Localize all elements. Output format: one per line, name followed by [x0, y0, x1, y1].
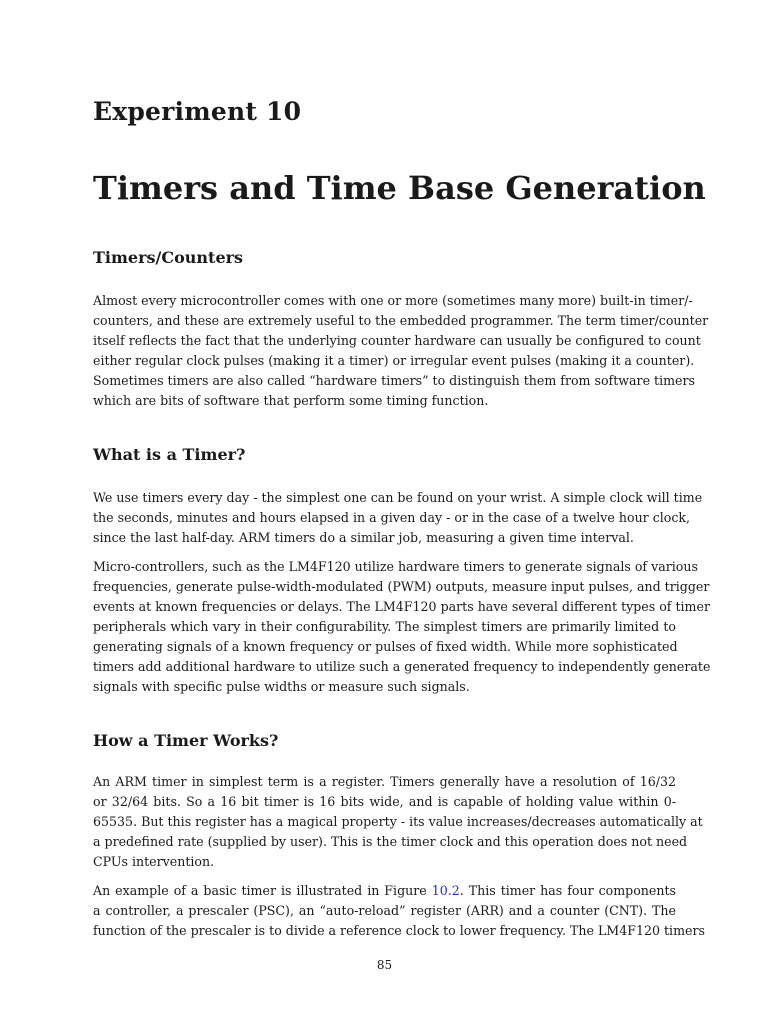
document-page	[93, 0, 711, 1024]
page-number: 85	[376, 958, 393, 972]
paragraph-what-is-a-timer-1	[93, 488, 703, 548]
section-heading-timers-counters: Timers/Counters	[93, 248, 244, 267]
text-line: CPUs intervention.	[93, 854, 215, 869]
text-line: Sometimes timers are also called “hardware timers” to distinguish them from software timers	[93, 373, 695, 388]
text-line: or 32/64 bits. So a 16 bit timer is 16 bits wide, and is capable of holding value within 0-	[93, 794, 676, 809]
text-line: which are bits of software that perform some timing function.	[93, 393, 489, 408]
text-line: signals with specific pulse widths or measure such signals.	[93, 679, 470, 694]
text-line: An ARM timer in simplest term is a register. Timers generally have a resolution of 16/32	[93, 774, 676, 789]
section-heading-what-is-a-timer: What is a Timer?	[93, 445, 246, 464]
chapter-label: Experiment 10	[93, 97, 302, 126]
text-fragment: . This timer has four components	[459, 883, 676, 898]
chapter-title: Timers and Time Base Generation	[93, 169, 706, 207]
section-heading-how-a-timer-works: How a Timer Works?	[93, 731, 279, 750]
text-line: timers add additional hardware to utilize such a generated frequency to independently generate	[93, 659, 711, 674]
text-line: We use timers every day - the simplest one can be found on your wrist. A simple clock will time	[93, 490, 703, 505]
paragraph-timers-counters	[93, 291, 709, 411]
text-line: peripherals which vary in their configurability. The simplest timers are primarily limited to	[93, 619, 676, 634]
text-line: frequencies, generate pulse-width-modulated (PWM) outputs, measure input pulses, and trigger	[93, 579, 710, 594]
text-line: function of the prescaler is to divide a reference clock to lower frequency. The LM4F120 timers	[93, 923, 705, 938]
text-line: itself reflects the fact that the underlying counter hardware can usually be configured to count	[93, 333, 701, 348]
text-line: the seconds, minutes and hours elapsed in a given day - or in the case of a twelve hour clock,	[93, 510, 691, 525]
text-line: 65535. But this register has a magical property - its value increases/decreases automatically at	[93, 814, 703, 829]
figure-reference-link[interactable]: 10.2	[431, 883, 460, 898]
text-line: generating signals of a known frequency or pulses of fixed width. While more sophisticated	[93, 639, 678, 654]
text-fragment: An example of a basic timer is illustrated in Figure	[93, 883, 432, 898]
text-line: events at known frequencies or delays. The LM4F120 parts have several different types of timer	[93, 599, 710, 614]
paragraph-how-a-timer-works-1	[93, 772, 703, 872]
text-line: Almost every microcontroller comes with one or more (sometimes many more) built-in timer/-	[93, 293, 693, 308]
paragraph-how-a-timer-works-2	[93, 881, 705, 941]
text-line	[93, 881, 676, 901]
text-line: a predefined rate (supplied by user). This is the timer clock and this operation does not need	[93, 834, 688, 849]
text-line: either regular clock pulses (making it a timer) or irregular event pulses (making it a counter).	[93, 353, 695, 368]
paragraph-what-is-a-timer-2	[93, 557, 711, 697]
text-line: since the last half-day. ARM timers do a similar job, measuring a given time interval.	[93, 530, 634, 545]
text-line: a controller, a prescaler (PSC), an “auto-reload” register (ARR) and a counter (CNT). The	[93, 903, 676, 918]
text-line: counters, and these are extremely useful to the embedded programmer. The term timer/counter	[93, 313, 709, 328]
text-line: Micro-controllers, such as the LM4F120 utilize hardware timers to generate signals of various	[93, 559, 698, 574]
